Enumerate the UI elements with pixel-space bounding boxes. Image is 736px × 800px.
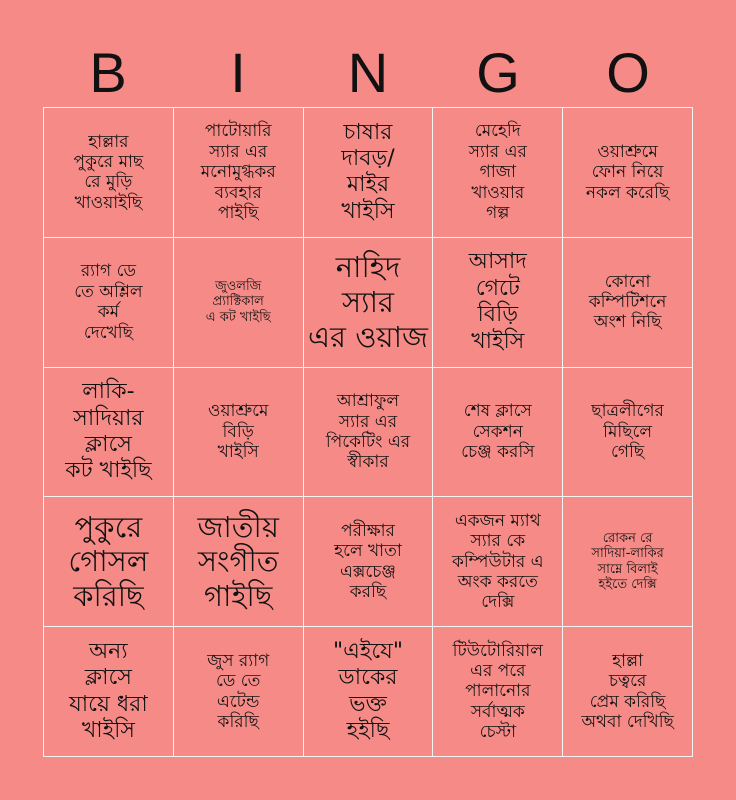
bingo-cell[interactable]: ওয়াশ্রুমে ফোন নিয়ে নকল করেছি <box>563 108 693 238</box>
bingo-cell[interactable]: কোনো কম্পিটিশনে অংশ নিছি <box>563 238 693 368</box>
header-letter-i: I <box>230 41 246 104</box>
bingo-cell[interactable]: ছাত্রলীগের মিছিলে গেছি <box>563 368 693 498</box>
header-letter-g: G <box>476 41 520 104</box>
bingo-cell[interactable]: আশ্রাফুল স্যার এর পিকেটিং এর স্বীকার <box>304 368 434 498</box>
bingo-cell[interactable]: "এইযে" ডাকের ভক্ত হইছি <box>304 627 434 757</box>
bingo-header <box>43 40 693 106</box>
bingo-cell[interactable]: চাষার দাবড়/ মাইর খাইসি <box>304 108 434 238</box>
bingo-cell[interactable]: পরীক্ষার হলে খাতা এক্সচেঞ্জ করছি <box>304 497 434 627</box>
bingo-cell[interactable]: পুকুরে গোসল করিছি <box>44 497 174 627</box>
header-letter-o: O <box>606 41 650 104</box>
bingo-cell[interactable]: অন্য ক্লাসে যায়ে ধরা খাইসি <box>44 627 174 757</box>
header-letter-n: N <box>347 41 389 104</box>
bingo-cell[interactable]: জুস র‍্যাগ ডে তে এটেন্ড করিছি <box>174 627 304 757</box>
bingo-grid <box>43 107 693 757</box>
bingo-cell[interactable]: র‍্যাগ ডে তে অশ্লিল কর্ম দেখেছি <box>44 238 174 368</box>
bingo-cell[interactable]: শেষ ক্লাসে সেকশন চেঞ্জ করসি <box>433 368 563 498</box>
bingo-cell[interactable]: জাতীয় সংগীত গাইছি <box>174 497 304 627</box>
bingo-cell[interactable]: মেহেদি স্যার এর গাজা খাওয়ার গল্প <box>433 108 563 238</box>
bingo-cell[interactable]: ওয়াশ্রুমে বিড়ি খাইসি <box>174 368 304 498</box>
bingo-cell[interactable]: পাটোয়ারি স্যার এর মনোমুগ্ধকর ব্যবহার পাইছি <box>174 108 304 238</box>
bingo-cell[interactable]: আসাদ গেটে বিড়ি খাইসি <box>433 238 563 368</box>
bingo-cell[interactable]: হাল্লা চত্বরে প্রেম করিছি অথবা দেখিছি <box>563 627 693 757</box>
bingo-cell[interactable]: জুওলজি প্র্যাক্টিকাল এ কট খাইছি <box>174 238 304 368</box>
bingo-cell[interactable]: রোকন রে সাদিয়া-লাকির সাম্নে বিলাই হইতে দেক্সি <box>563 497 693 627</box>
bingo-cell[interactable]: একজন ম্যাথ স্যার কে কম্পিউটার এ অংক করতে দেক্সি <box>433 497 563 627</box>
bingo-cell[interactable]: টিউটোরিয়াল এর পরে পালানোর সর্বাত্মক চেস্টা <box>433 627 563 757</box>
bingo-cell[interactable]: হাল্লার পুকুরে মাছ রে মুড়ি খাওয়াইছি <box>44 108 174 238</box>
header-letter-b: B <box>89 41 127 104</box>
bingo-cell[interactable]: লাকি- সাদিয়ার ক্লাসে কট খাইছি <box>44 368 174 498</box>
bingo-cell[interactable]: নাহিদ স্যার এর ওয়াজ <box>304 238 434 368</box>
